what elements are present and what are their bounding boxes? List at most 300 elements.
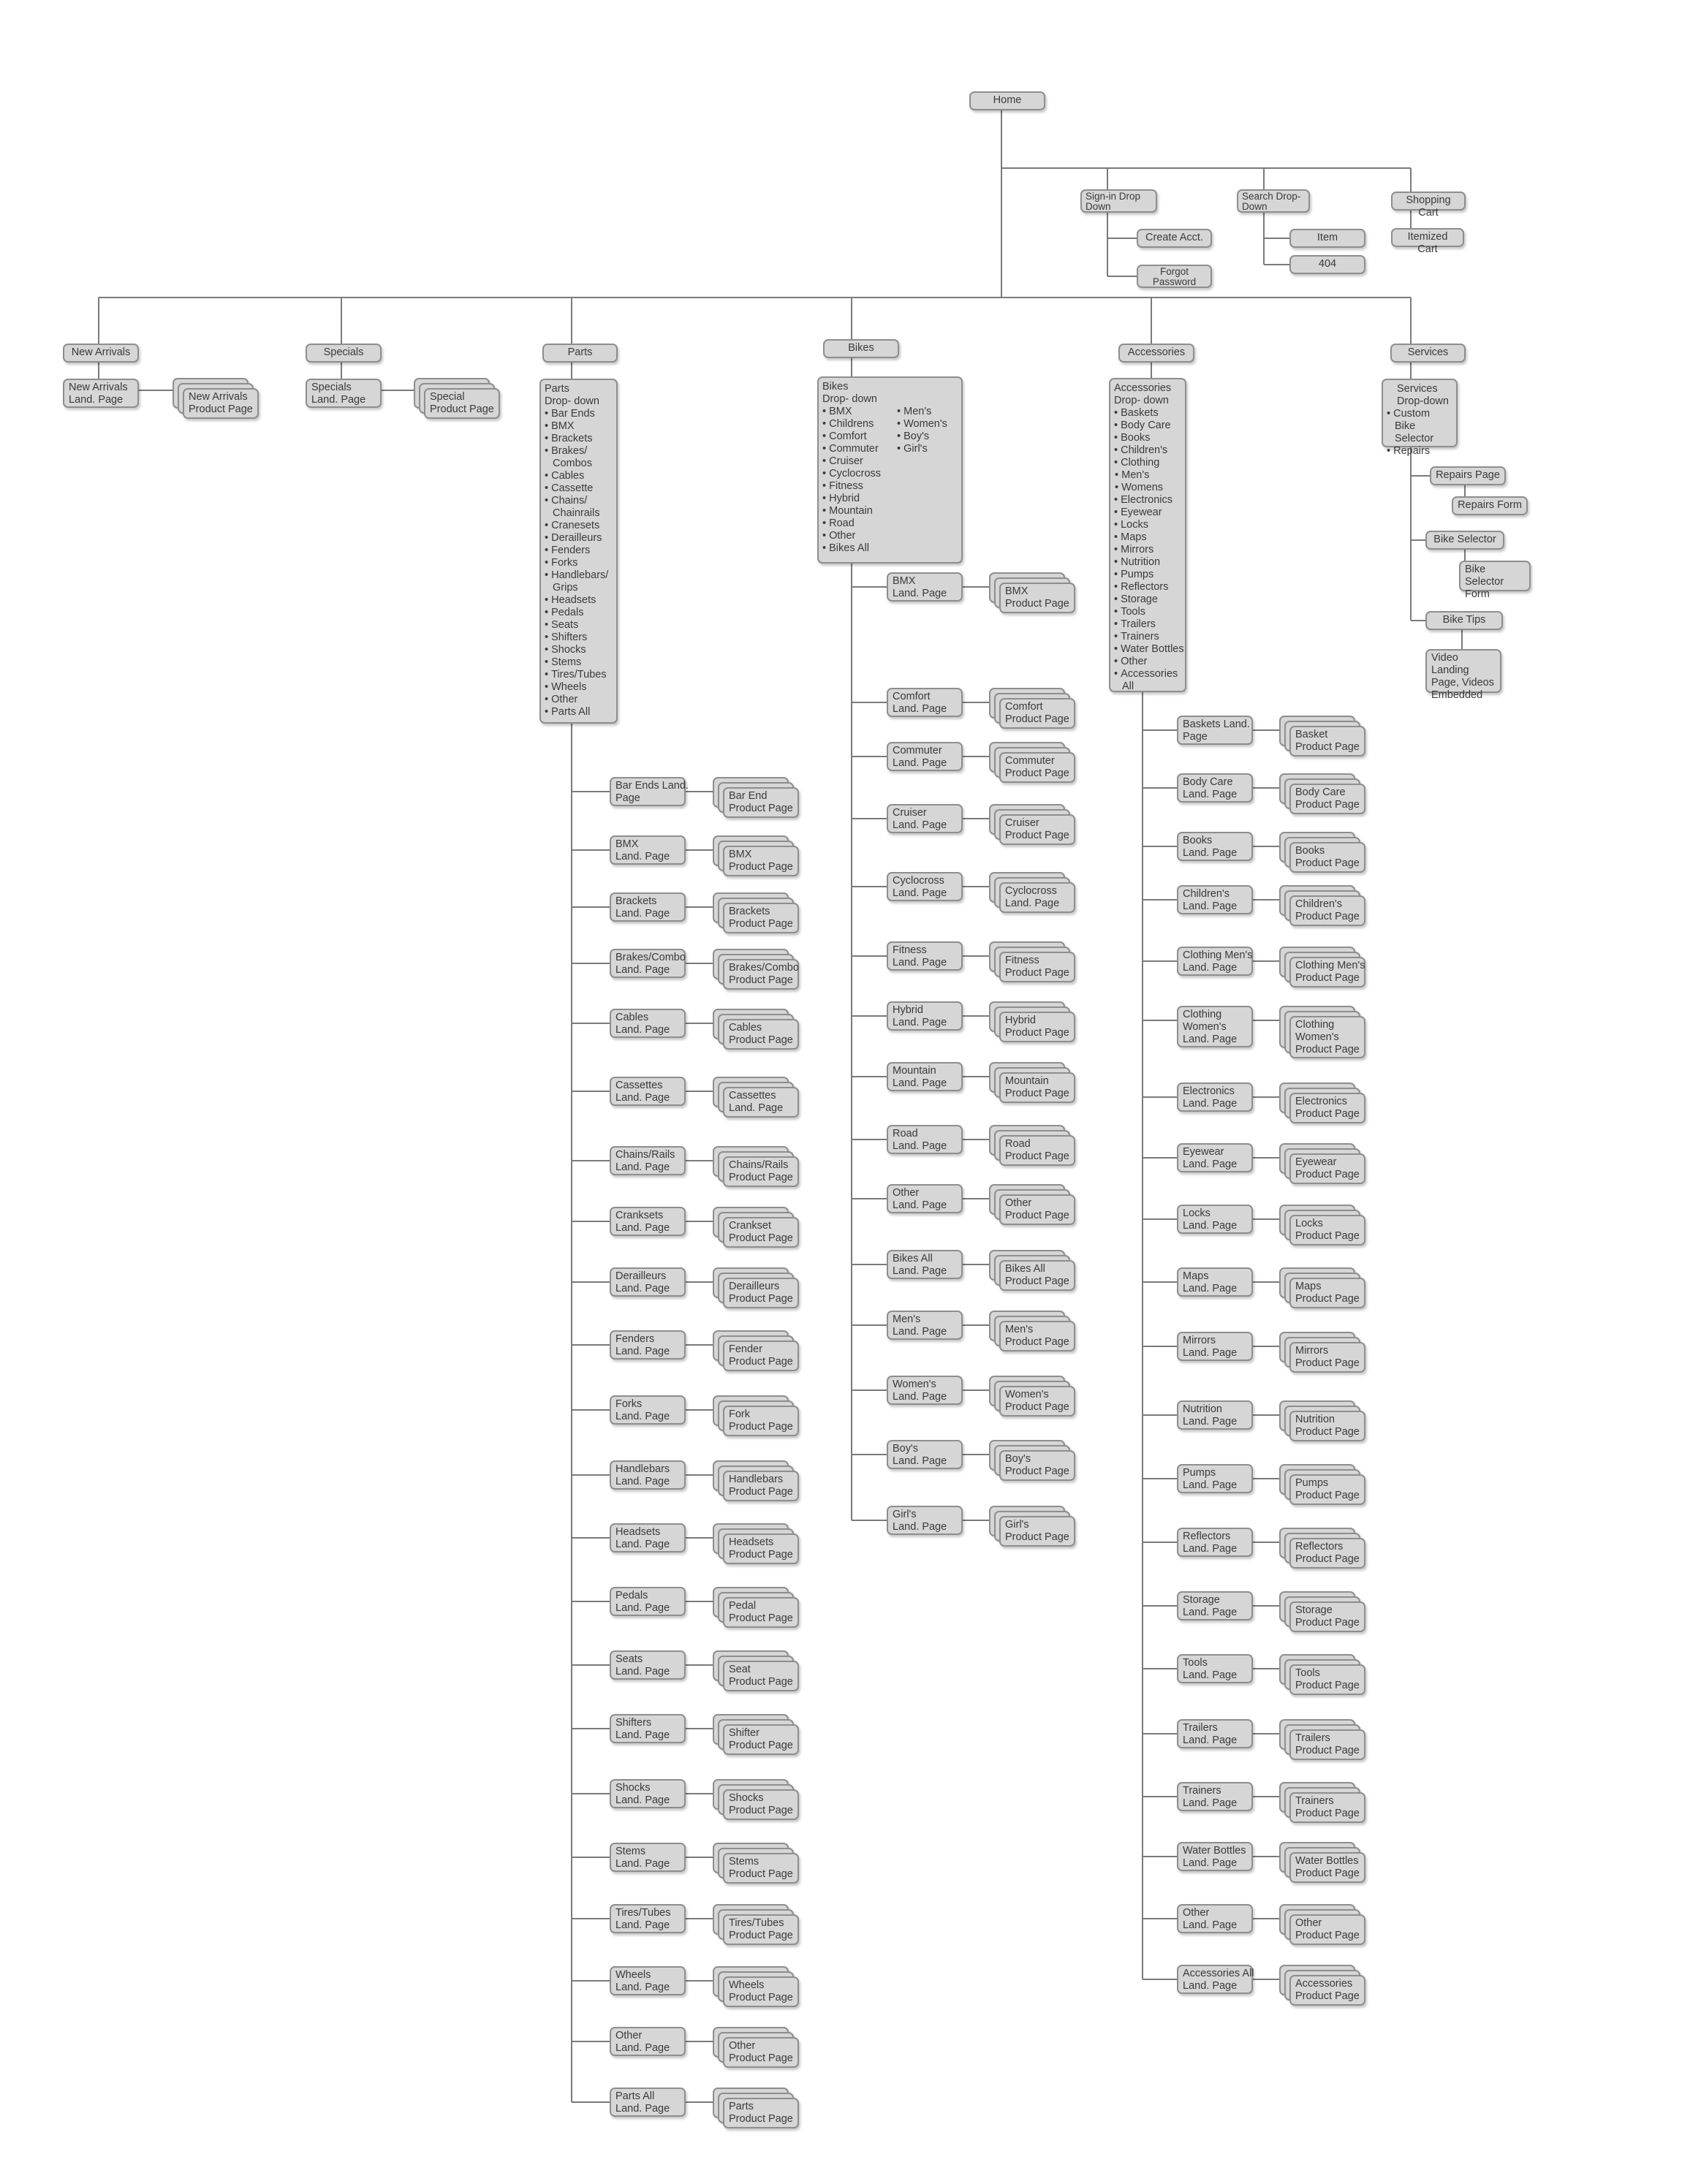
product-page-node-line: Cruiser — [1005, 817, 1039, 829]
landing-page-node[interactable] — [1177, 716, 1253, 745]
landing-page-node-line: Mirrors — [1183, 1335, 1216, 1346]
landing-page-node[interactable] — [887, 572, 963, 602]
product-page-node-line: New Arrivals — [189, 391, 248, 403]
product-page-node-line: Other — [729, 2040, 756, 2052]
landing-line-2: Land. Page — [311, 394, 366, 406]
repairs-page-node[interactable]: Repairs Page — [1430, 466, 1506, 485]
product-page-node-line: Cassettes — [729, 1090, 776, 1102]
landing-page-node[interactable] — [610, 1077, 686, 1106]
landing-page-node[interactable] — [610, 892, 686, 922]
product-page-node-line: Product Page — [1295, 857, 1360, 869]
forgot-password-node[interactable]: Forgot Password — [1137, 265, 1212, 288]
product-page-node[interactable] — [723, 1217, 799, 1248]
landing-page-node-line: Bar Ends Land. — [615, 780, 689, 792]
dropdown-item: • Pumps — [1114, 569, 1181, 581]
product-page-node-line: Mountain — [1005, 1075, 1049, 1087]
landing-page-node[interactable] — [1177, 1528, 1253, 1557]
landing-page-node[interactable] — [610, 1966, 686, 1995]
product-page-node[interactable] — [1289, 1342, 1365, 1373]
landing-page-node[interactable] — [610, 1330, 686, 1360]
product-page-node[interactable] — [1289, 1664, 1365, 1695]
product-page-node-line: Product Page — [729, 1549, 793, 1561]
landing-page-node[interactable] — [610, 1267, 686, 1297]
landing-page-node-line: Land. Page — [1183, 1283, 1238, 1294]
landing-page-node[interactable] — [610, 835, 686, 865]
product-page-node-line: Product Page — [729, 2113, 793, 2125]
product-page-node-line: Body Care — [1295, 786, 1346, 798]
landing-page-node[interactable] — [887, 872, 963, 901]
landing-page-node-line: Maps — [1183, 1270, 1209, 1282]
landing-page-node-line: Land. Page — [615, 908, 670, 920]
landing-page-node-line: Land. Page — [615, 1283, 670, 1294]
dropdown-item: • BMX — [822, 406, 881, 418]
landing-page-node-line: Mountain — [893, 1065, 936, 1077]
landing-page-node[interactable] — [1177, 885, 1253, 914]
landing-page-node[interactable] — [1177, 1654, 1253, 1683]
home-node[interactable]: Home — [969, 91, 1045, 110]
landing-page-node-line: Clothing — [1183, 1009, 1222, 1020]
dropdown-title-2: Drop- down — [822, 393, 877, 405]
product-page-node[interactable] — [1289, 1215, 1365, 1245]
product-page-node[interactable] — [1289, 784, 1365, 814]
product-page-node-line: Tires/Tubes — [729, 1917, 784, 1929]
landing-page-node[interactable] — [887, 1062, 963, 1091]
product-page-node-line: Product Page — [1295, 1990, 1360, 2002]
product-page-node[interactable] — [723, 1597, 799, 1628]
product-page-node-line: Product Page — [1295, 1230, 1360, 1242]
product-page-node-line: Children's — [1295, 898, 1343, 910]
product-page-node[interactable] — [999, 814, 1075, 845]
product-page-node-line: Electronics — [1295, 1096, 1347, 1107]
dropdown-item: • Custom Bike Selector — [1387, 408, 1452, 445]
landing-page-node[interactable] — [610, 1714, 686, 1743]
landing-page-node-line: Land. Page — [893, 1521, 947, 1533]
product-page-node[interactable] — [999, 1386, 1075, 1417]
product-page-node[interactable] — [1289, 1474, 1365, 1505]
dropdown-item: • Womens — [1114, 482, 1181, 494]
dropdown-item: • Brakes/ — [545, 445, 613, 458]
landing-page-node-line: Forks — [615, 1398, 643, 1410]
parts-header[interactable]: Parts — [542, 344, 618, 363]
landing-page-node-line: Land. Page — [615, 1476, 670, 1487]
product-page-node-line: Fender — [729, 1343, 762, 1355]
product-page-node[interactable] — [999, 1260, 1075, 1291]
product-page-node-line: Clothing — [1295, 1019, 1335, 1031]
repairs-form-node[interactable]: Repairs Form — [1452, 496, 1528, 515]
landing-page-node-line: Hybrid — [893, 1004, 923, 1016]
product-page-node[interactable] — [723, 903, 799, 933]
landing-page-node[interactable] — [1177, 1205, 1253, 1234]
product-page-node[interactable] — [999, 698, 1075, 729]
new-arrivals-header[interactable]: New Arrivals — [63, 344, 139, 363]
landing-page-node[interactable] — [887, 941, 963, 971]
landing-page-node-line: Land. Page — [615, 1161, 670, 1173]
product-page-node-line: Bar End — [729, 790, 768, 802]
bike-tips-node[interactable]: Bike Tips — [1425, 611, 1503, 630]
product-page-node[interactable] — [1289, 1975, 1365, 2006]
product-page-node-line: Other — [1005, 1197, 1032, 1209]
landing-page-node[interactable] — [610, 1650, 686, 1680]
product-page-node[interactable] — [723, 1853, 799, 1884]
accessories-dropdown[interactable] — [1109, 378, 1186, 692]
product-page-node-line: Women's — [1295, 1031, 1339, 1043]
bike-selector-node[interactable]: Bike Selector — [1425, 531, 1504, 550]
landing-page-node[interactable] — [887, 1001, 963, 1031]
dropdown-item: • Men's — [1114, 469, 1181, 482]
product-page-node[interactable] — [723, 1019, 799, 1050]
landing-page-node-line: Land. Page — [615, 1411, 670, 1422]
product-page-node[interactable] — [723, 1087, 799, 1118]
landing-page-node[interactable] — [887, 1184, 963, 1213]
product-page-node-line: Product Page — [1005, 767, 1069, 779]
landing-page-node[interactable] — [1177, 1006, 1253, 1047]
landing-page-node-line: Commuter — [893, 745, 942, 757]
product-page-node-line: Product Page — [1005, 713, 1069, 725]
product-page-node-line: Product Page — [1295, 972, 1360, 984]
landing-page-node-line: Comfort — [893, 691, 931, 702]
product-page-node-line: Product Page — [1005, 830, 1069, 841]
product-page-node-line: Nutrition — [1295, 1414, 1335, 1425]
dropdown-item: • Bikes All — [822, 542, 881, 555]
product-page-node-line: Product Page — [1005, 1027, 1069, 1039]
landing-page-node-line: Tires/Tubes — [615, 1907, 671, 1919]
dropdown-item: • Parts All — [545, 706, 613, 718]
video-landing-node[interactable]: Video Landing Page, Videos Embedded — [1425, 649, 1501, 693]
landing-page-node-line: Body Care — [1183, 776, 1233, 788]
services-dropdown[interactable] — [1382, 379, 1458, 457]
product-page-node-line: Product Page — [729, 1421, 793, 1433]
landing-page-node[interactable] — [1177, 1332, 1253, 1361]
product-page-node[interactable] — [1289, 1852, 1365, 1883]
landing-page-node-line: Land. Page — [1183, 1919, 1238, 1931]
landing-page-node-line: Land. Page — [893, 588, 947, 599]
landing-page-node-line: Chains/Rails — [615, 1149, 675, 1161]
landing-page-node-line: Handlebars — [615, 1463, 670, 1475]
product-page-node[interactable] — [1289, 1729, 1365, 1760]
dropdown-title-1: Services — [1397, 383, 1438, 395]
landing-page-node-line: Land. Page — [1183, 1543, 1238, 1555]
product-page-node-line: Product Page — [1295, 1108, 1360, 1120]
landing-page-node[interactable] — [1177, 1143, 1253, 1172]
product-page-node[interactable] — [1289, 1601, 1365, 1632]
landing-page-node-line: Seats — [615, 1653, 643, 1665]
product-page-node[interactable] — [999, 882, 1075, 913]
dropdown-item: • Handlebars/ — [545, 569, 613, 582]
create-account-node[interactable]: Create Acct. — [1137, 229, 1212, 248]
landing-page-node[interactable] — [1177, 1082, 1253, 1112]
landing-page-node[interactable] — [887, 1250, 963, 1279]
dropdown-item: • Maps — [1114, 531, 1181, 544]
product-page-node-line: Product Page — [1005, 1336, 1069, 1348]
product-page-node[interactable] — [1289, 1153, 1365, 1184]
itemized-cart-node[interactable]: Itemized Cart — [1391, 228, 1464, 247]
product-page-node[interactable] — [999, 1450, 1075, 1481]
landing-line-2: Land. Page — [69, 394, 124, 406]
product-page-node-line: Storage — [1295, 1604, 1333, 1616]
product-page-node[interactable] — [723, 959, 799, 990]
landing-page-node[interactable] — [1177, 1904, 1253, 1933]
product-page-node[interactable] — [1289, 1914, 1365, 1945]
landing-page-node-line: Shifters — [615, 1717, 652, 1729]
landing-page-node[interactable] — [610, 1779, 686, 1808]
dropdown-item: • Comfort — [822, 431, 881, 443]
product-page-node[interactable] — [723, 1976, 799, 2007]
landing-page-node-line: Bikes All — [893, 1253, 933, 1264]
product-page-node-line: Men's — [1005, 1324, 1034, 1335]
product-page-node[interactable] — [723, 1914, 799, 1945]
dropdown-item: • Bar Ends — [545, 408, 613, 420]
landing-page-node[interactable] — [1177, 1400, 1253, 1430]
specials-landing[interactable] — [306, 379, 382, 408]
product-page-node[interactable] — [1289, 1411, 1365, 1441]
product-page-node[interactable] — [1289, 1093, 1365, 1123]
dropdown-item: • Locks — [1114, 519, 1181, 531]
landing-page-node-line: Accessories All — [1183, 1968, 1254, 1979]
landing-page-node[interactable] — [610, 1523, 686, 1552]
product-page-node-line: Women's — [1005, 1389, 1049, 1400]
product-page-node-line: Product Page — [729, 1930, 793, 1941]
product-page-node-line: Wheels — [729, 1979, 765, 1991]
landing-page-node[interactable] — [1177, 1965, 1253, 1994]
dropdown-item: • Cassette — [545, 482, 613, 495]
product-page-node-line: Girl's — [1005, 1519, 1029, 1531]
product-page-node[interactable] — [723, 1341, 799, 1371]
product-page-node-line: Bikes All — [1005, 1263, 1045, 1275]
landing-page-node-line: Land. Page — [615, 1982, 670, 1993]
product-page-node[interactable] — [723, 2037, 799, 2068]
landing-page-node-line: Brackets — [615, 895, 657, 907]
search-404-node[interactable]: 404 — [1289, 255, 1365, 274]
landing-page-node[interactable] — [887, 1311, 963, 1340]
product-page-node-line: Product Page — [1295, 1808, 1360, 1819]
dropdown-item: • Girl's — [897, 443, 947, 455]
landing-page-node[interactable] — [610, 1395, 686, 1425]
dropdown-item: • Childrens — [822, 418, 881, 431]
landing-page-node-line: Land. Page — [893, 887, 947, 899]
landing-page-node-line: Land. Page — [615, 1539, 670, 1550]
product-page-node[interactable] — [1289, 1792, 1365, 1823]
product-page-node[interactable] — [723, 2098, 799, 2128]
product-page-node-line: Product Page — [1295, 1868, 1360, 1879]
product-page-node[interactable] — [1289, 957, 1365, 987]
parts-dropdown[interactable] — [539, 379, 618, 724]
landing-page-node-line: Land. Page — [615, 1092, 670, 1104]
product-page-node-line: Product Page — [1005, 1466, 1069, 1477]
product-page-node[interactable] — [999, 1321, 1075, 1351]
landing-page-node[interactable] — [610, 1146, 686, 1175]
landing-page-node[interactable] — [610, 2027, 686, 2056]
product-page-node-line: Brackets — [729, 906, 770, 917]
product-page-node-line: Books — [1295, 845, 1325, 857]
product-page-node[interactable] — [1289, 1278, 1365, 1308]
product-page-node-line: Hybrid — [1005, 1015, 1036, 1026]
landing-page-node-line: Stems — [615, 1846, 646, 1857]
landing-page-node-line: Other — [1183, 1907, 1210, 1919]
landing-page-node[interactable] — [610, 1009, 686, 1038]
product-page-node[interactable] — [723, 787, 799, 818]
product-page-node-line: Product Page — [1005, 1150, 1069, 1162]
product-page-node[interactable] — [1289, 726, 1365, 757]
landing-line-1: New Arrivals — [69, 382, 128, 393]
landing-page-node[interactable] — [887, 804, 963, 833]
landing-page-node[interactable] — [610, 1843, 686, 1872]
landing-page-node[interactable] — [887, 742, 963, 771]
product-page-node[interactable] — [999, 1072, 1075, 1103]
product-page-node-line: Product Page — [1005, 967, 1069, 979]
dropdown-item: • Body Care — [1114, 420, 1181, 432]
dropdown-item: • Brackets — [545, 433, 613, 445]
landing-page-node-line: Land. Page — [615, 1729, 670, 1741]
dropdown-item-cont: Grips — [553, 582, 578, 594]
product-page-node[interactable] — [1289, 895, 1365, 926]
services-header[interactable]: Services — [1390, 344, 1466, 363]
landing-page-node-line: Storage — [1183, 1594, 1220, 1606]
product-page-node-line: Product Page — [729, 1805, 793, 1816]
landing-page-node-line: Pumps — [1183, 1467, 1216, 1479]
landing-page-node-line: Land. Page — [893, 1199, 947, 1211]
landing-page-node-line: Nutrition — [1183, 1403, 1222, 1415]
product-page-node[interactable] — [1289, 842, 1365, 873]
search-item-node[interactable]: Item — [1289, 229, 1365, 248]
dropdown-item-cont: Combos — [553, 458, 592, 469]
product-page-node[interactable] — [723, 1156, 799, 1187]
landing-page-node-line: Land. Page — [893, 1265, 947, 1277]
product-page-node[interactable] — [999, 583, 1075, 613]
product-page-node-line: Product Page — [1005, 1531, 1069, 1543]
product-page-node-line: Brakes/Combo — [729, 962, 799, 974]
accessories-header[interactable]: Accessories — [1118, 344, 1194, 363]
landing-page-node-line: Baskets Land. — [1183, 718, 1250, 730]
search-dropdown-node[interactable]: Search Drop-Down — [1237, 189, 1310, 213]
product-page-node[interactable] — [999, 1194, 1075, 1225]
signin-dropdown-node[interactable]: Sign-in Drop Down — [1080, 189, 1157, 213]
landing-page-node-line: Land. Page — [615, 1222, 670, 1234]
product-page-node[interactable] — [999, 752, 1075, 783]
product-page-node-line: Product Page — [1005, 1210, 1069, 1221]
landing-page-node-line: Women's — [1183, 1021, 1227, 1033]
dropdown-item: • Children's — [1114, 444, 1181, 457]
landing-page-node[interactable] — [610, 777, 689, 806]
landing-line-1: Specials — [311, 382, 352, 393]
landing-page-node[interactable] — [1177, 1267, 1253, 1297]
landing-page-node[interactable] — [887, 1440, 963, 1469]
landing-page-node-line: Land. Page — [1183, 1416, 1238, 1427]
product-page-node-line: Tools — [1295, 1667, 1320, 1679]
product-page-node-line: BMX — [1005, 585, 1028, 597]
landing-page-node[interactable] — [887, 1376, 963, 1405]
bikes-header[interactable]: Bikes — [823, 339, 899, 358]
landing-page-node[interactable] — [610, 1460, 686, 1490]
product-page-node-line: Product Page — [729, 1868, 793, 1880]
landing-page-node[interactable] — [1177, 1719, 1253, 1748]
product-page-node-line: Comfort — [1005, 701, 1043, 713]
landing-page-node-line: Land. Page — [1183, 1034, 1238, 1045]
landing-page-node[interactable] — [1177, 1464, 1253, 1493]
new-arrivals-landing[interactable] — [63, 379, 139, 408]
landing-page-node[interactable] — [1177, 1591, 1253, 1620]
dropdown-item: • Wheels — [545, 681, 613, 694]
landing-page-node[interactable] — [887, 688, 963, 717]
bikes-dropdown[interactable] — [817, 376, 963, 564]
product-page-node[interactable] — [999, 952, 1075, 982]
product-page-node[interactable] — [723, 846, 799, 876]
landing-page-node-line: Fenders — [615, 1333, 655, 1345]
product-page-node-line: Accessories — [1295, 1978, 1353, 1990]
product-page-node-line: Product Page — [1295, 1169, 1360, 1180]
shopping-cart-node[interactable]: Shopping Cart — [1391, 192, 1466, 211]
landing-page-node[interactable] — [1177, 947, 1253, 976]
product-page-node-line: Product Page — [1295, 1617, 1360, 1628]
product-page-node[interactable] — [999, 1516, 1075, 1547]
product-page-node-line: Stems — [729, 1856, 759, 1868]
bike-selector-form-node[interactable]: Bike Selector Form — [1459, 561, 1531, 591]
product-page-node-line: Reflectors — [1295, 1541, 1344, 1552]
dropdown-item: • Water Bottles — [1114, 643, 1181, 656]
product-page-node-line: Shocks — [729, 1792, 764, 1804]
product-page-node-line: Road — [1005, 1138, 1031, 1150]
product-page-node[interactable] — [999, 1135, 1075, 1166]
dropdown-item: • Men's — [897, 406, 947, 418]
landing-page-node[interactable] — [610, 1207, 686, 1236]
dropdown-item: • Accessories All — [1114, 668, 1181, 693]
dropdown-item: • Tools — [1114, 606, 1181, 618]
landing-page-node-line: Trailers — [1183, 1722, 1218, 1734]
product-page-node[interactable] — [723, 1533, 799, 1564]
landing-page-node[interactable] — [887, 1125, 963, 1154]
product-page-node[interactable] — [424, 388, 500, 419]
product-page-node-line: Product Page — [1005, 1088, 1069, 1099]
product-page-node[interactable] — [1289, 1538, 1365, 1569]
product-page-node[interactable] — [723, 1406, 799, 1436]
product-page-node-line: Trailers — [1295, 1732, 1330, 1744]
landing-page-node-line: Land. Page — [893, 757, 947, 769]
product-page-node[interactable] — [1289, 1016, 1365, 1058]
product-page-node-line: Product Page — [1295, 911, 1360, 922]
landing-page-node[interactable] — [610, 2088, 686, 2117]
product-page-node[interactable] — [999, 1012, 1075, 1042]
product-page-node-line: Product Page — [729, 974, 793, 986]
landing-page-node-line: Land. Page — [1183, 1797, 1238, 1809]
product-page-node-line: Product Page — [729, 1612, 793, 1624]
landing-page-node[interactable] — [1177, 773, 1253, 803]
landing-page-node-line: Clothing Men's — [1183, 949, 1253, 961]
product-page-node-line: Eyewear — [1295, 1156, 1337, 1168]
dropdown-item: • Tires/Tubes — [545, 669, 613, 681]
dropdown-title-2: Drop-down — [1397, 395, 1449, 407]
product-page-node-line: Trainers — [1295, 1795, 1334, 1807]
landing-page-node[interactable] — [610, 1904, 686, 1933]
product-page-node[interactable] — [723, 1471, 799, 1501]
landing-page-node-line: Trainers — [1183, 1785, 1221, 1797]
product-page-node[interactable] — [723, 1789, 799, 1820]
product-page-node[interactable] — [183, 388, 259, 419]
landing-page-node[interactable] — [1177, 1782, 1253, 1811]
landing-page-node[interactable] — [1177, 832, 1253, 861]
landing-page-node[interactable] — [610, 1587, 686, 1616]
specials-header[interactable]: Specials — [306, 344, 382, 363]
product-page-node-line: BMX — [729, 849, 752, 860]
product-page-node-line: Product Page — [729, 1676, 793, 1688]
product-page-node[interactable] — [723, 1724, 799, 1755]
landing-page-node[interactable] — [1177, 1842, 1253, 1871]
landing-page-node[interactable] — [610, 949, 686, 978]
product-page-node[interactable] — [723, 1661, 799, 1691]
product-page-node[interactable] — [723, 1278, 799, 1308]
dropdown-item: • Books — [1114, 432, 1181, 444]
landing-page-node-line: Land. Page — [893, 1326, 947, 1338]
dropdown-item: • Cruiser — [822, 455, 881, 468]
landing-page-node[interactable] — [887, 1506, 963, 1535]
